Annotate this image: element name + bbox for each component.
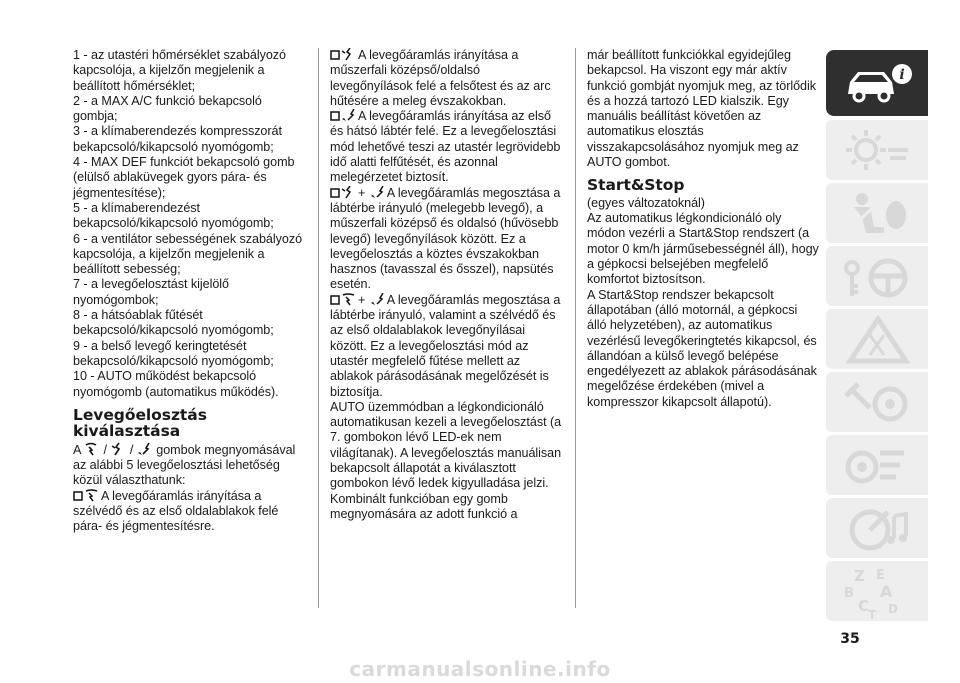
section-heading-start-stop: Start&Stop bbox=[587, 176, 685, 195]
chapter-tabs bbox=[826, 50, 928, 624]
column-3 bbox=[587, 48, 819, 410]
tab-index[interactable] bbox=[826, 561, 928, 621]
tab-warning[interactable] bbox=[826, 309, 928, 369]
face-airflow-icon bbox=[110, 442, 124, 456]
air-option-face-feet bbox=[330, 186, 562, 293]
tab-multimedia[interactable] bbox=[826, 498, 928, 558]
index-icon bbox=[840, 567, 916, 625]
list-item: 2 - a MAX A/C funkció bekapcsoló gombja; bbox=[73, 93, 262, 124]
svg-text:Z: Z bbox=[854, 567, 865, 585]
face-airflow-icon bbox=[330, 48, 356, 61]
tab-seat-safety[interactable] bbox=[826, 183, 928, 243]
column-divider bbox=[318, 48, 319, 608]
svg-text:E: E bbox=[876, 568, 885, 583]
face-airflow-icon bbox=[330, 186, 356, 199]
tab-steering-start[interactable] bbox=[826, 246, 928, 306]
feet-airflow-icon bbox=[330, 109, 356, 122]
list-item: 5 - a klímaberendezést bekapcsoló/kikapcsoló nyomógomb; bbox=[73, 200, 274, 231]
svg-text:A: A bbox=[880, 582, 893, 601]
svg-text:D: D bbox=[888, 602, 898, 616]
air-option-text: A levegőáramlás irányítása a műszerfali középső/oldalsó levegőnyílások felé a felsőtest és az arc hűtésére a meleg évszakokban. bbox=[330, 48, 551, 108]
intro-prefix: A bbox=[73, 442, 81, 457]
paragraph-start-stop-1: Az automatikus légkondicionáló oly módon vezérli a Start&Stop rendszert (a motor 0 km/h járműsebességnél áll), hogy a gépkocsi belsejében megfelelő komfortot biztosítson. bbox=[587, 211, 819, 287]
feet-airflow-icon bbox=[369, 186, 385, 199]
watermark: carmanualsonline.info bbox=[349, 657, 611, 681]
air-option-windshield bbox=[73, 489, 305, 535]
warning-triangle-icon bbox=[840, 315, 916, 365]
svg-text:i: i bbox=[899, 67, 905, 83]
paragraph-continued: már beállított funkciókkal egyidejűleg bekapcsol. Ha viszont egy már aktív funkció gombját nyomjuk meg, az törlődik és a hozzá tartozó LED kialszik. Egy manuális beállítást követően az automatikus elosztás visszakapcsolásához nyomjuk meg az AUTO gombot. bbox=[587, 48, 816, 170]
air-option-text: A levegőáramlás megosztása a lábtérbe irányuló (melegebb levegő), a műszerfali középső és oldalsó (hűvösebb levegő) levegőnyílások között. Ez a levegőelosztás a köztes évszakokban hasznos (tavasszal és ősszel), napsütés esetén. bbox=[330, 185, 561, 292]
air-distribution-intro bbox=[73, 442, 305, 489]
section-heading-air-distribution: Levegőelosztás kiválasztása bbox=[73, 405, 207, 441]
windshield-airflow-icon bbox=[73, 489, 99, 502]
windshield-airflow-icon bbox=[330, 293, 356, 306]
dashboard-lights-icon bbox=[840, 126, 916, 176]
section-subtitle: (egyes változatoknál) bbox=[587, 195, 705, 210]
intro-separator: / bbox=[100, 442, 111, 457]
column-divider bbox=[575, 48, 576, 608]
paragraph-auto-mode: AUTO üzemmódban a légkondicionáló automatikusan kezeli a levegőelosztást (a 7. gombokon lévő LED-ek nem világítanak). A levegőelosztás manuálisan bekapcsolt állapotát a kiválasztott gombokon lévő ledek kigyulladása jelzi. bbox=[330, 399, 562, 491]
car-info-icon bbox=[840, 56, 916, 110]
feet-airflow-icon bbox=[369, 293, 385, 306]
list-item: 10 - AUTO működést bekapcsoló nyomógomb (automatikus működés). bbox=[73, 369, 279, 399]
air-option-text: A levegőáramlás megosztása a lábtérbe irányuló, valamint a szélvédő és az első oldalablakok levegőnyílásai között. Ez a levegőelosztási mód az utastér megfelelő fűtése mellett az ablakok párásodásának megelőzését is biztosítja. bbox=[330, 292, 561, 399]
column-2 bbox=[330, 48, 562, 522]
list-item: 1 - az utastéri hőmérséklet szabályozó kapcsolója, a kijelzőn megjelenik a beállított hőmérséklet; bbox=[73, 48, 286, 93]
air-option-text: A levegőáramlás irányítása az első és hátsó lábtér felé. Ez a levegőelosztási mód lehetővé teszi az utastér legrövidebb idő alatti felfűtését, és azonnal melegérzetet biztosít. bbox=[330, 109, 561, 185]
list-item: 3 - a klímaberendezés kompresszorát bekapcsoló/kikapcsoló nyomógomb; bbox=[73, 124, 282, 154]
seat-safety-icon bbox=[840, 189, 916, 239]
list-item: 4 - MAX DEF funkciót bekapcsoló gomb (elülső ablaküvegek gyors pára- és jégmentesítése); bbox=[73, 155, 295, 200]
tab-maintenance[interactable] bbox=[826, 372, 928, 432]
paragraph-combined-function: Kombinált funkcióban egy gomb megnyomására az adott funkció a bbox=[330, 491, 518, 521]
list-item: 8 - a hátsóablak fűtését bekapcsoló/kikapcsoló nyomógomb; bbox=[73, 308, 274, 338]
list-item: 9 - a belső levegő keringtetését bekapcsoló/kikapcsoló nyomógomb; bbox=[73, 338, 274, 368]
feet-airflow-icon bbox=[137, 442, 151, 456]
air-option-windshield-feet bbox=[330, 293, 562, 400]
page-number: 35 bbox=[840, 631, 860, 647]
intro-text: gombok megnyomásával az alábbi 5 levegőelosztási lehetőség közül választhatunk: bbox=[73, 442, 296, 488]
tab-technical-data[interactable] bbox=[826, 435, 928, 495]
list-item: 6 - a ventilátor sebességének szabályozó kapcsolója, a kijelzőn megjelenik a beállított sebesség; bbox=[73, 231, 303, 277]
svg-text:C: C bbox=[858, 597, 870, 615]
list-item: 7 - a levegőelosztást kijelölő nyomógombok; bbox=[73, 277, 230, 307]
paragraph-start-stop-2: A Start&Stop rendszer bekapcsolt állapotában (álló motornál, a gépkocsi álló helyzetében), az automatikus vezérlésű levegőkeringtetés kikapcsol, és állandóan a külső levegő belépése engedélyezett az ablakok párásodásának megelőzése érdekében (mivel a kompresszor kikapcsolt állapotú). bbox=[587, 287, 817, 409]
wrench-maintenance-icon bbox=[840, 378, 916, 428]
steering-start-icon bbox=[840, 252, 916, 302]
column-1 bbox=[73, 48, 305, 535]
tab-car-info[interactable] bbox=[826, 50, 928, 116]
tab-dashboard-lights[interactable] bbox=[826, 120, 928, 180]
multimedia-icon bbox=[840, 504, 916, 554]
windshield-airflow-icon bbox=[84, 442, 98, 456]
svg-text:B: B bbox=[844, 586, 854, 601]
plus-sign: + bbox=[358, 185, 366, 200]
svg-text:T: T bbox=[868, 608, 877, 622]
air-option-text: A levegőáramlás irányítása a szélvédő és az első oldalablakok felé pára- és jégmentesítésre. bbox=[73, 488, 279, 534]
air-option-feet bbox=[330, 109, 562, 185]
air-option-face bbox=[330, 48, 562, 109]
intro-separator: / bbox=[126, 442, 137, 457]
plus-sign: + bbox=[358, 292, 366, 307]
technical-data-icon bbox=[840, 441, 916, 491]
